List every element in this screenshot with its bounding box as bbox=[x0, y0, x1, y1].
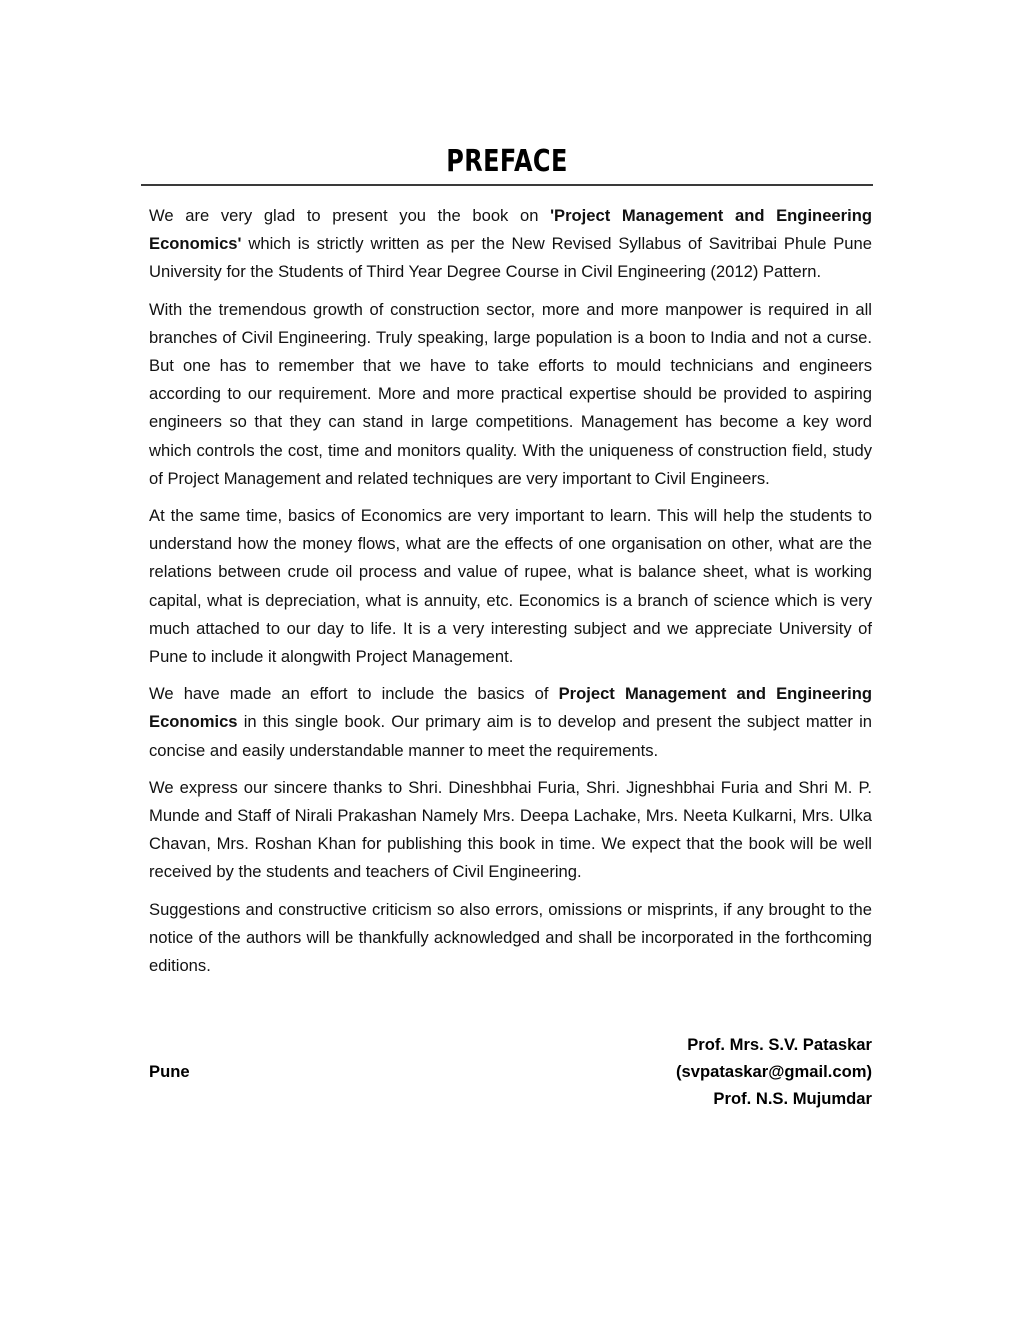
signature-email: (svpataskar@gmail.com) bbox=[675, 1062, 872, 1081]
paragraph bbox=[149, 896, 872, 981]
signature-author-secondary-text: Prof. N.S. Mujumdar bbox=[713, 1089, 872, 1108]
body-text: Suggestions and constructive criticism so also errors, omissions or misprints, if any brought to the notice of the authors will be thankfully acknowledged and shall be incorporated in the forthcoming editions. bbox=[149, 899, 872, 976]
signature-author-primary-text: Prof. Mrs. S.V. Pataskar bbox=[687, 1035, 872, 1054]
emphasis-text: Project Management and Engineering Economics bbox=[149, 684, 872, 732]
preface-body bbox=[149, 202, 872, 980]
body-text: We have made an effort to include the basics of bbox=[149, 684, 559, 704]
body-text: We express our sincere thanks to Shri. Dineshbhai Furia, Shri. Jigneshbhai Furia and Shri M. P. Munde and Staff of Nirali Prakashan Namely Mrs. Deepa Lachake, Mrs. Neeta Kulkarni, Mrs. Ulka Chavan, Mrs. Roshan Khan for publishing this book in time. We expect that the book will be well received by the students and teachers of Civil Engineering. bbox=[149, 777, 872, 882]
heading-block bbox=[141, 144, 873, 186]
body-text: At the same time, basics of Economics are very important to learn. This will help the students to understand how the money flows, what are the effects of one organisation on other, what are the relations between crude oil process and value of rupee, what is balance sheet, what is working capital, what is depreciation, what is annuity, etc. Economics is a branch of science which is very much attached to our day to life. It is a very interesting subject and we appreciate University of Pune to include it alongwith Project Management. bbox=[149, 506, 872, 667]
paragraph bbox=[149, 680, 872, 765]
page-title: PREFACE bbox=[446, 144, 568, 179]
emphasis-text: 'Project Management and Engineering Economics' bbox=[149, 206, 872, 254]
body-text: With the tremendous growth of construction sector, more and more manpower is required in all branches of Civil Engineering. Truly speaking, large population is a boon to India and not a curse. But one has to remember that we have to take efforts to mould technicians and engineers according to our requirement. More and more practical expertise should be provided to aspiring engineers so that they can stand in large competitions. Management has become a key word which controls the cost, time and monitors quality. With the uniqueness of construction field, study of Project Management and related techniques are very important to Civil Engineers. bbox=[149, 299, 872, 488]
paragraph bbox=[149, 202, 872, 287]
signature-email-row bbox=[149, 1058, 872, 1085]
signature-place: Pune bbox=[149, 1062, 190, 1081]
paragraph bbox=[149, 296, 872, 493]
body-text: which is strictly written as per the New Revised Syllabus of Savitribai Phule Pune University for the Students of Third Year Degree Course in Civil Engineering (2012) Pattern. bbox=[149, 234, 872, 282]
body-text: We are very glad to present you the book on bbox=[149, 206, 551, 225]
signature-author-secondary bbox=[149, 1085, 872, 1112]
title-divider bbox=[141, 184, 873, 186]
body-text: in this single book. Our primary aim is to develop and present the subject matter in concise and easily understandable manner to meet the requirements. bbox=[149, 712, 872, 760]
paragraph bbox=[149, 502, 872, 671]
signature-author-primary bbox=[149, 1031, 872, 1058]
paragraph bbox=[149, 774, 872, 887]
signature-block bbox=[149, 1031, 872, 1112]
